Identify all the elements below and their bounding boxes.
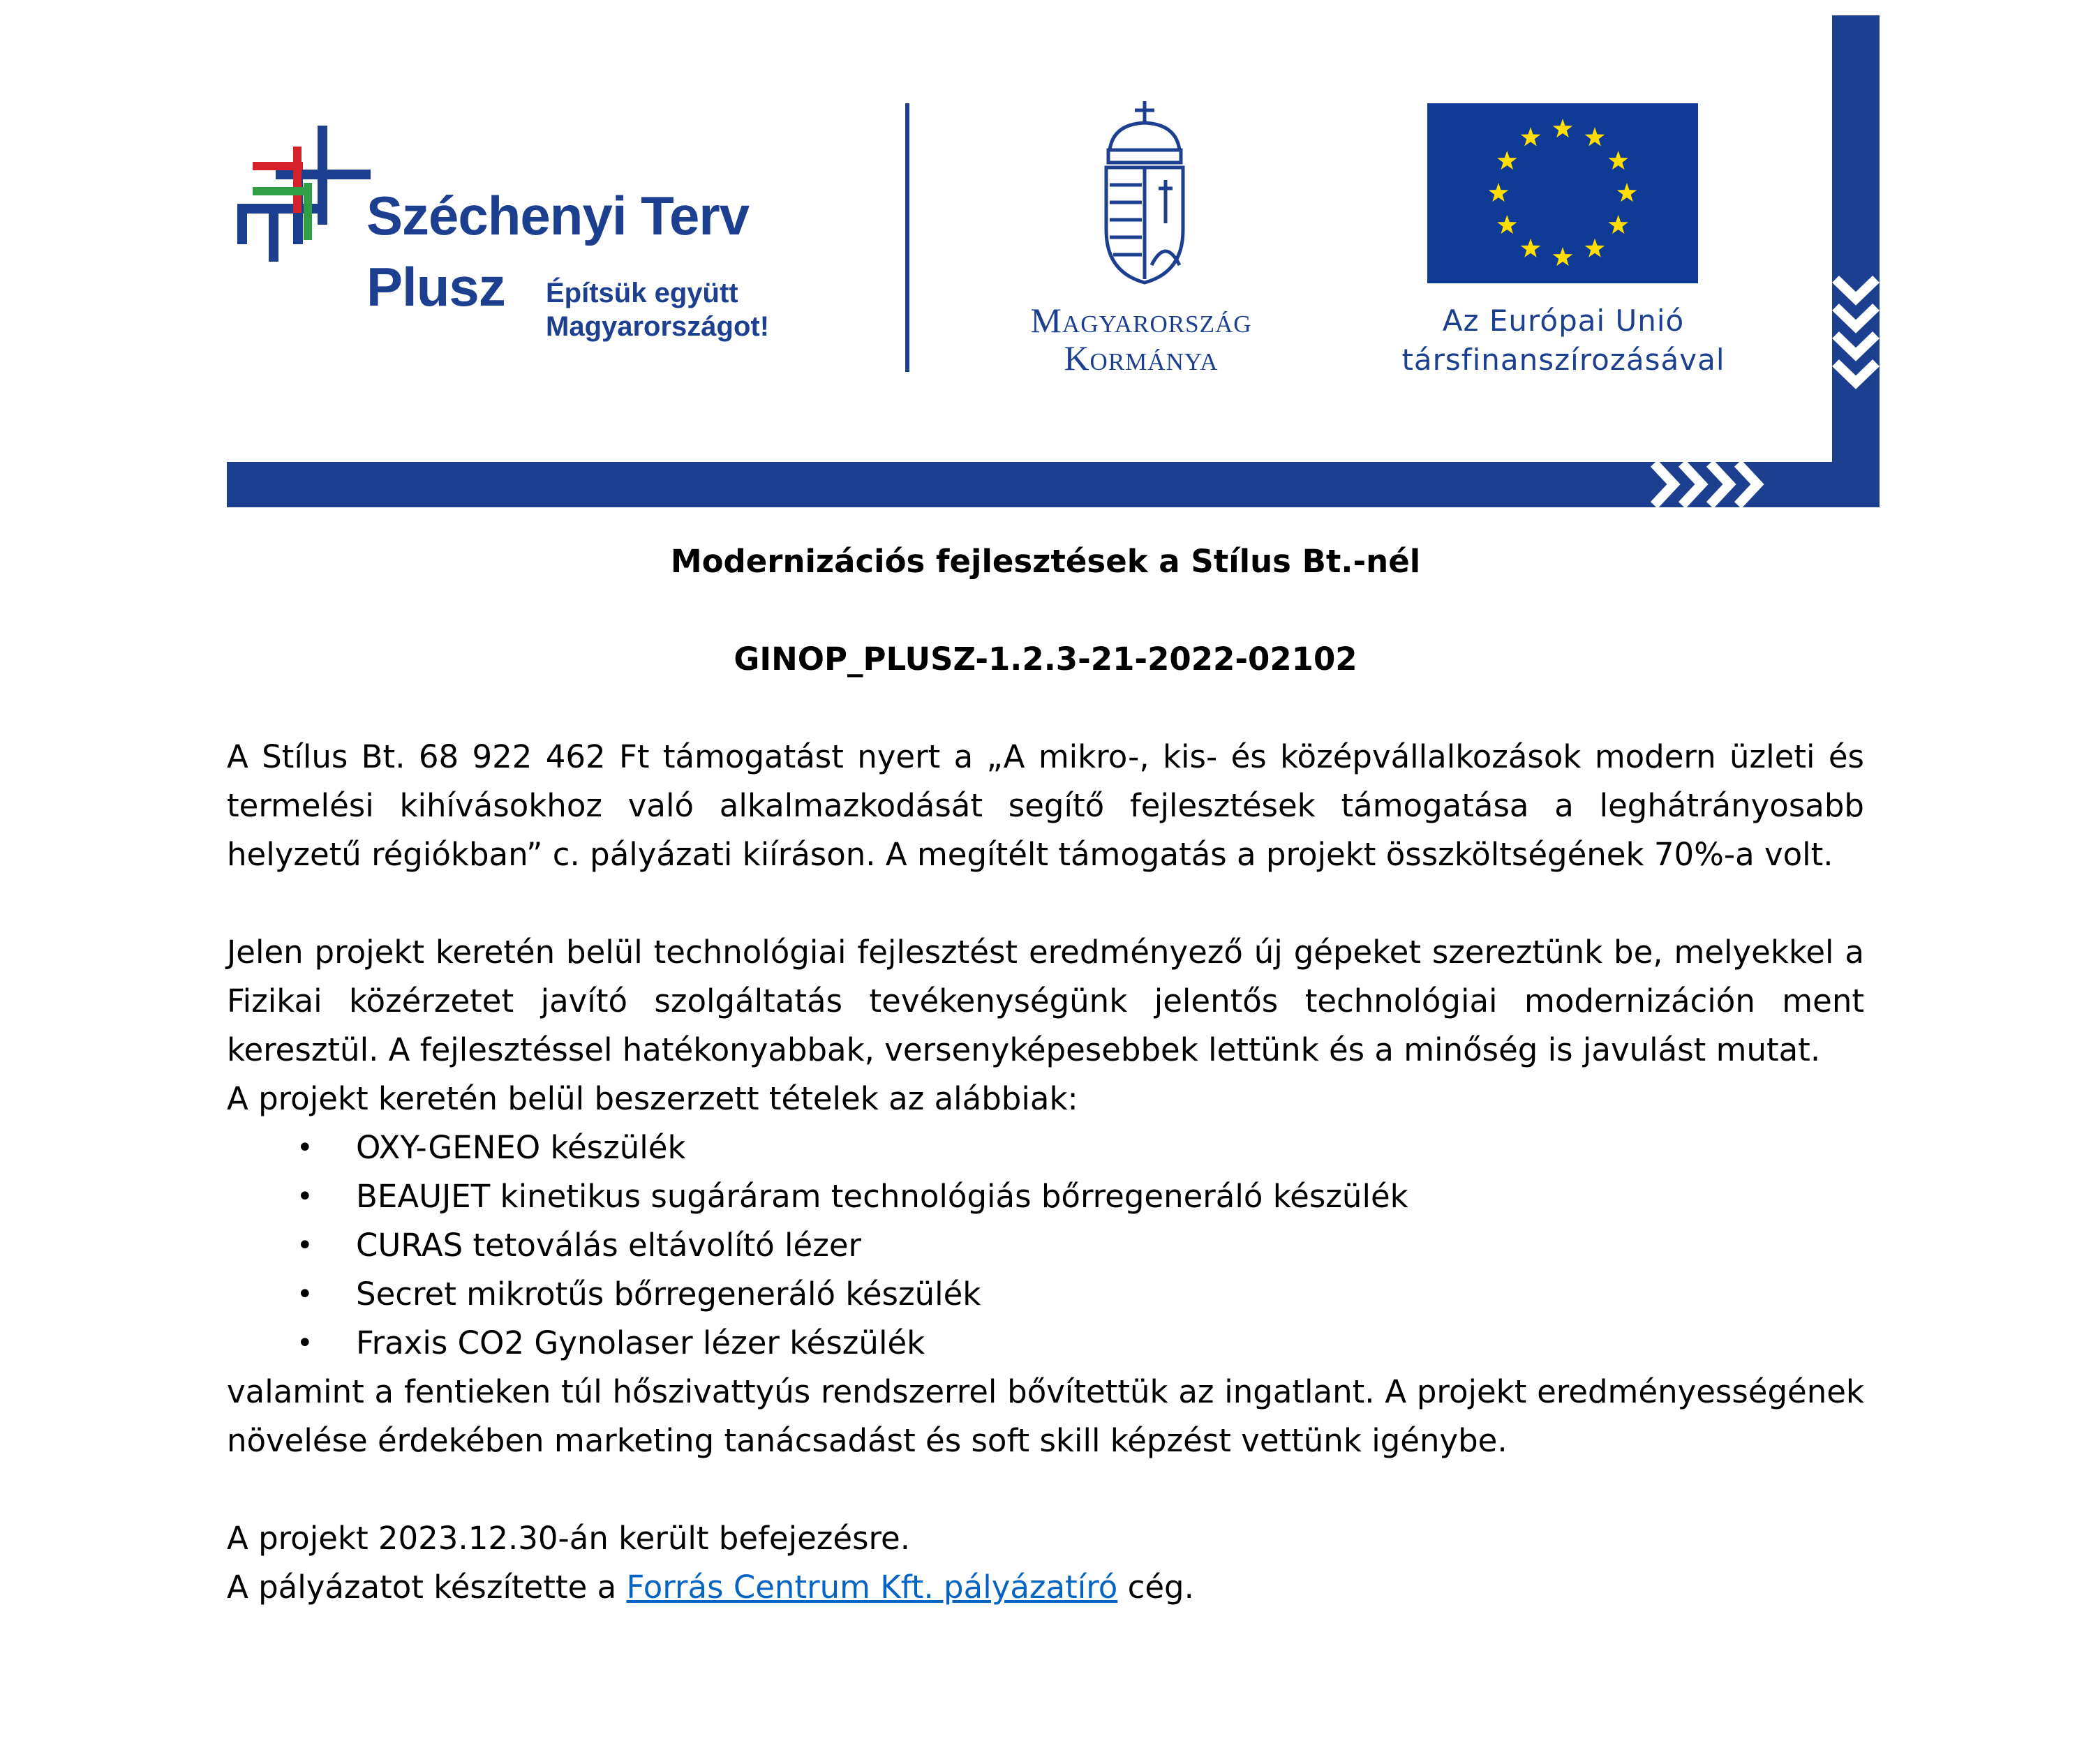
list-item: • CURAS tetoválás eltávolító lézer [356, 1221, 1864, 1270]
bullet-icon: • [297, 1229, 313, 1262]
eu-line-1: Az Európai Unió [1442, 304, 1685, 338]
slogan-line-1: Építsük együtt [546, 278, 738, 308]
bullet-icon: • [297, 1132, 313, 1164]
document-title: Modernizációs fejlesztések a Stílus Bt.-nél [670, 543, 1421, 580]
bullet-icon: • [297, 1181, 313, 1213]
paragraph-development: Jelen projekt keretén belül technológiai fejlesztést eredményező új gépeket szereztünk be, melyekkel a Fizikai közérzetet javító szolgáltatás tevékenységünk jelentős technológiai modernizáción ment keresztül. A fejlesztéssel hatékonyabbak, versenyképesebbek lettünk és a minőség is javulást mutat. [227, 934, 1864, 1068]
bullet-icon: • [297, 1327, 313, 1359]
document-body [227, 537, 1864, 1612]
eu-flag-icon [1427, 103, 1698, 283]
government-label [977, 301, 1305, 377]
bullet-icon: • [297, 1278, 313, 1310]
list-item: • Secret mikrotűs bőrregeneráló készülék [356, 1270, 1864, 1319]
eu-line-2: társfinanszírozásával [1401, 343, 1725, 377]
header-banner [0, 0, 2091, 516]
banner-graphics [0, 0, 2091, 516]
purchased-items-list [227, 1123, 1864, 1368]
szechenyi-cross-icon [237, 126, 371, 262]
completion-text: A projekt 2023.12.30-án került befejezésre. [227, 1520, 911, 1557]
coat-of-arms-icon [1106, 101, 1183, 283]
project-code: GINOP_PLUSZ-1.2.3-21-2022-02102 [734, 641, 1357, 678]
szechenyi-title: Széchenyi Terv [366, 185, 750, 246]
banner-vertical-bar [1832, 15, 1880, 507]
slogan-line-2: Magyarországot! [546, 311, 770, 342]
government-line-1: Magyarország [1030, 301, 1252, 340]
author-link[interactable]: Forrás Centrum Kft. pályázatíró [626, 1569, 1118, 1606]
list-intro: A projekt keretén belül beszerzett tételek az alábbiak: [227, 1080, 1078, 1117]
author-line: A pályázatot készítette a Forrás Centrum Kft. pályázatíró cég. [227, 1569, 1194, 1606]
logo-divider [905, 103, 909, 372]
list-item: • BEAUJET kinetikus sugáráram technológiás bőrregeneráló készülék [356, 1172, 1864, 1221]
szechenyi-slogan [546, 276, 769, 343]
banner-horizontal-bar [227, 462, 1880, 507]
list-item: • Fraxis CO2 Gynolaser lézer készülék [356, 1319, 1864, 1368]
eu-label [1368, 301, 1759, 380]
government-line-2: Kormánya [1064, 338, 1219, 378]
paragraph-additional: valamint a fentieken túl hőszivattyús rendszerrel bővítettük az ingatlant. A projekt eredményességének növelése érdekében marketing tanácsadást és soft skill képzést vettünk igénybe. [227, 1373, 1864, 1459]
list-item: • OXY-GENEO készülék [356, 1123, 1864, 1172]
szechenyi-plusz: Plusz [366, 256, 505, 317]
paragraph-support: A Stílus Bt. 68 922 462 Ft támogatást nyert a „A mikro-, kis- és középvállalkozások modern üzleti és termelési kihívásokhoz való alkalmazkodását segítő fejlesztések támogatása a leghátrányosabb helyzetű régiókban” c. pályázati kiíráson. A megítélt támogatás a projekt összköltségének 70%-a volt. [227, 738, 1864, 873]
